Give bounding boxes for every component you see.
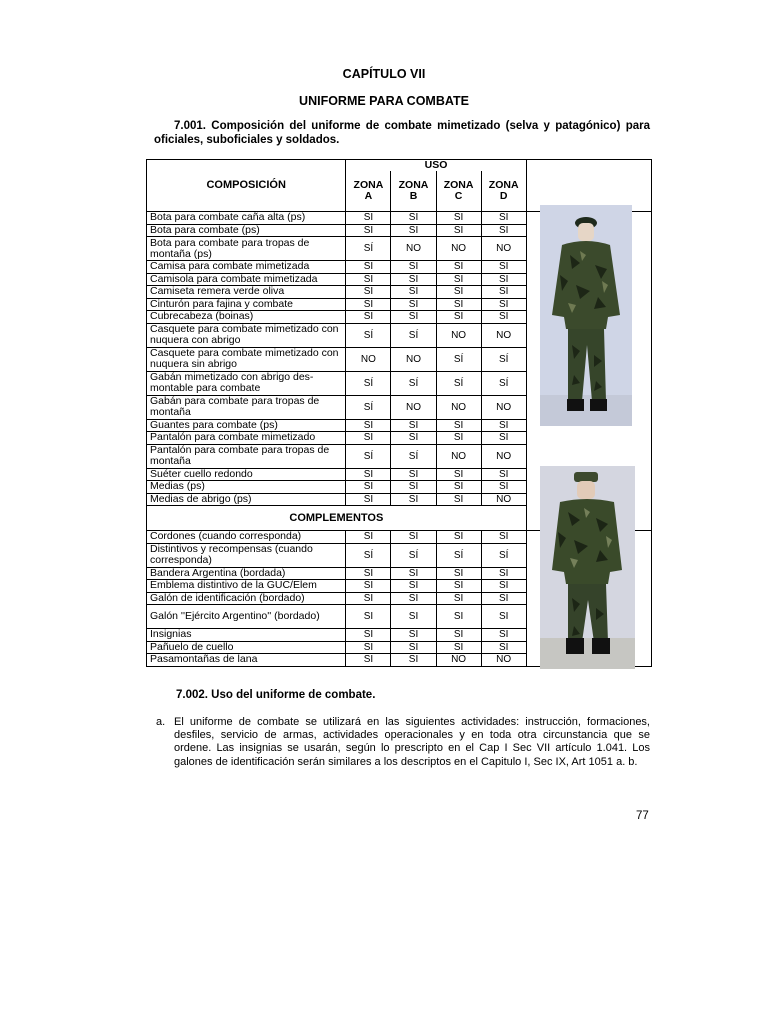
item-name: Medias (ps): [147, 481, 346, 494]
zone-value: SI: [481, 567, 526, 580]
zone-value: NO: [436, 444, 481, 468]
zone-value: SI: [481, 273, 526, 286]
zone-value: SI: [346, 641, 391, 654]
zone-value: SÍ: [481, 347, 526, 371]
item-name: Bota para combate para tropas de montaña (ps): [147, 237, 346, 261]
item-name: Suéter cuello redondo: [147, 468, 346, 481]
zone-value: SI: [481, 224, 526, 237]
zone-value: NO: [391, 237, 436, 261]
zone-value: SI: [391, 432, 436, 445]
zone-value: SI: [346, 224, 391, 237]
zone-value: SI: [436, 592, 481, 605]
zone-value: SI: [346, 567, 391, 580]
zone-value: SI: [346, 481, 391, 494]
zone-value: SI: [391, 311, 436, 324]
zone-value: SI: [481, 605, 526, 629]
item-name: Guantes para combate (ps): [147, 419, 346, 432]
complementos-header: COMPLEMENTOS: [147, 506, 527, 531]
zone-value: SI: [436, 493, 481, 506]
paragraph-label: a.: [156, 716, 166, 728]
zone-value: SI: [346, 654, 391, 667]
photo-header-cell: [526, 160, 651, 212]
item-name: Cubrecabeza (boinas): [147, 311, 346, 324]
zone-value: SÍ: [391, 371, 436, 395]
zone-value: SI: [391, 481, 436, 494]
item-name: Galón de identificación (bordado): [147, 592, 346, 605]
zone-value: SI: [436, 311, 481, 324]
zone-value: SI: [436, 629, 481, 642]
item-name: Camisa para combate mimetizada: [147, 261, 346, 274]
zone-value: SI: [346, 212, 391, 225]
zone-value: SI: [391, 419, 436, 432]
item-name: Distintivos y recompensas (cuando corresponda): [147, 543, 346, 567]
zone-value: SI: [391, 580, 436, 593]
zone-value: SI: [346, 311, 391, 324]
zone-value: SI: [436, 580, 481, 593]
page-title: UNIFORME PARA COMBATE: [299, 94, 469, 108]
section-subtitle: 7.002. Uso del uniforme de combate.: [176, 689, 376, 701]
zone-value: SI: [346, 493, 391, 506]
zone-value: SI: [481, 531, 526, 544]
zone-value: SÍ: [436, 371, 481, 395]
chapter-heading: CAPÍTULO VII: [342, 67, 426, 81]
zone-value: SÍ: [346, 371, 391, 395]
item-name: Bota para combate (ps): [147, 224, 346, 237]
item-name: Camiseta remera verde oliva: [147, 286, 346, 299]
zone-value: SI: [436, 212, 481, 225]
paragraph-a: [156, 716, 650, 769]
zone-value: SI: [481, 212, 526, 225]
item-name: Camisola para combate mimetizada: [147, 273, 346, 286]
zone-value: SI: [436, 481, 481, 494]
zone-value: SI: [481, 629, 526, 642]
item-name: Gabán mimetizado con abrigo des-montable para combate: [147, 371, 346, 395]
zone-value: SÍ: [346, 543, 391, 567]
item-name: Insignias: [147, 629, 346, 642]
zone-value: NO: [391, 347, 436, 371]
zone-value: SI: [436, 261, 481, 274]
zone-value: SÍ: [391, 323, 436, 347]
zone-value: SI: [346, 629, 391, 642]
item-name: Galón ''Ejército Argentino'' (bordado): [147, 605, 346, 629]
item-name: Medias de abrigo (ps): [147, 493, 346, 506]
zone-value: NO: [436, 237, 481, 261]
zone-value: SI: [436, 531, 481, 544]
zone-value: SI: [436, 419, 481, 432]
zone-value: SI: [391, 298, 436, 311]
zone-value: SI: [481, 592, 526, 605]
zone-value: SI: [436, 567, 481, 580]
item-name: Gabán para combate para tropas de montaña: [147, 395, 346, 419]
zone-value: NO: [481, 323, 526, 347]
item-name: Emblema distintivo de la GUC/Elem: [147, 580, 346, 593]
zone-value: SI: [481, 311, 526, 324]
soldier-photo-beret: [540, 205, 632, 426]
zone-value: SI: [346, 298, 391, 311]
zone-value: SI: [391, 605, 436, 629]
zone-value: SI: [436, 641, 481, 654]
zone-value: NO: [481, 237, 526, 261]
zone-header: ZONA D: [481, 171, 526, 212]
zone-value: SI: [391, 531, 436, 544]
zone-value: NO: [481, 444, 526, 468]
zone-header: ZONA B: [391, 171, 436, 212]
zone-value: SÍ: [391, 444, 436, 468]
zone-value: SI: [346, 592, 391, 605]
zone-value: SI: [391, 468, 436, 481]
zone-value: SI: [481, 481, 526, 494]
item-name: Casquete para combate mimetizado con nuquera con abrigo: [147, 323, 346, 347]
item-name: Pasamontañas de lana: [147, 654, 346, 667]
zone-value: SI: [346, 419, 391, 432]
soldier-photo-cap: [540, 466, 635, 669]
zone-value: SI: [346, 273, 391, 286]
zone-value: SI: [436, 286, 481, 299]
zone-value: SÍ: [346, 444, 391, 468]
zone-value: SI: [481, 432, 526, 445]
zone-value: SI: [391, 261, 436, 274]
zone-value: SI: [391, 654, 436, 667]
zone-header: ZONA C: [436, 171, 481, 212]
zone-value: SI: [436, 298, 481, 311]
intro-paragraph: 7.001. Composición del uniforme de combate mimetizado (selva y patagónico) para oficiales, suboficiales y soldados.: [154, 120, 650, 146]
zone-value: SI: [346, 605, 391, 629]
uso-header: USO: [346, 160, 526, 172]
zone-value: SI: [481, 419, 526, 432]
zone-value: SI: [436, 468, 481, 481]
zone-value: NO: [436, 654, 481, 667]
zone-value: SÍ: [346, 395, 391, 419]
table-header-row: [147, 160, 652, 172]
page-number: 77: [636, 810, 649, 822]
zone-value: SÍ: [481, 543, 526, 567]
zone-value: SI: [481, 261, 526, 274]
zone-value: SI: [391, 567, 436, 580]
zone-value: SÍ: [391, 543, 436, 567]
zone-value: SI: [346, 580, 391, 593]
zone-value: SÍ: [346, 323, 391, 347]
item-name: Pantalón para combate para tropas de montaña: [147, 444, 346, 468]
zone-value: SI: [481, 298, 526, 311]
zone-value: SÍ: [346, 237, 391, 261]
zone-value: SI: [391, 286, 436, 299]
zone-value: NO: [481, 493, 526, 506]
zone-value: SI: [481, 286, 526, 299]
zone-value: NO: [436, 395, 481, 419]
zone-value: SÍ: [436, 347, 481, 371]
item-name: Pantalón para combate mimetizado: [147, 432, 346, 445]
composicion-header: COMPOSICIÓN: [147, 160, 346, 212]
zone-value: SI: [481, 468, 526, 481]
item-name: Pañuelo de cuello: [147, 641, 346, 654]
zone-value: SI: [346, 531, 391, 544]
zone-value: SI: [346, 261, 391, 274]
item-name: Cinturón para fajina y combate: [147, 298, 346, 311]
zone-value: SÍ: [436, 543, 481, 567]
item-name: Bandera Argentina (bordada): [147, 567, 346, 580]
zone-value: SI: [391, 224, 436, 237]
zone-value: SI: [481, 641, 526, 654]
zone-value: SI: [391, 273, 436, 286]
zone-value: NO: [481, 395, 526, 419]
zone-value: SI: [436, 273, 481, 286]
zone-value: SI: [436, 432, 481, 445]
zone-value: NO: [346, 347, 391, 371]
zone-value: SI: [391, 493, 436, 506]
zone-value: SI: [391, 212, 436, 225]
zone-value: SI: [346, 468, 391, 481]
zone-value: NO: [436, 323, 481, 347]
zone-value: SÍ: [481, 371, 526, 395]
zone-value: SI: [391, 592, 436, 605]
zone-value: NO: [391, 395, 436, 419]
zone-value: SI: [436, 605, 481, 629]
item-name: Bota para combate caña alta (ps): [147, 212, 346, 225]
zone-value: SI: [346, 286, 391, 299]
zone-value: SI: [391, 641, 436, 654]
zone-value: SI: [391, 629, 436, 642]
paragraph-text: El uniforme de combate se utilizará en las siguientes actividades: instrucción, formaciones, desfiles, servicio de armas, actividades operacionales y en toda otra circunstancia que se ordene. Las insignias se usarán, según lo prescripto en el Cap I Sec VII artículo 1.041. Los galones de identificación serán similares a los descriptos en el Capitulo I, Sec IX, Art 1051 a. b.: [174, 716, 650, 768]
item-name: Casquete para combate mimetizado con nuquera sin abrigo: [147, 347, 346, 371]
item-name: Cordones (cuando corresponda): [147, 531, 346, 544]
zone-value: NO: [481, 654, 526, 667]
zone-value: SI: [346, 432, 391, 445]
zone-value: SI: [481, 580, 526, 593]
zone-header: ZONA A: [346, 171, 391, 212]
zone-value: SI: [436, 224, 481, 237]
